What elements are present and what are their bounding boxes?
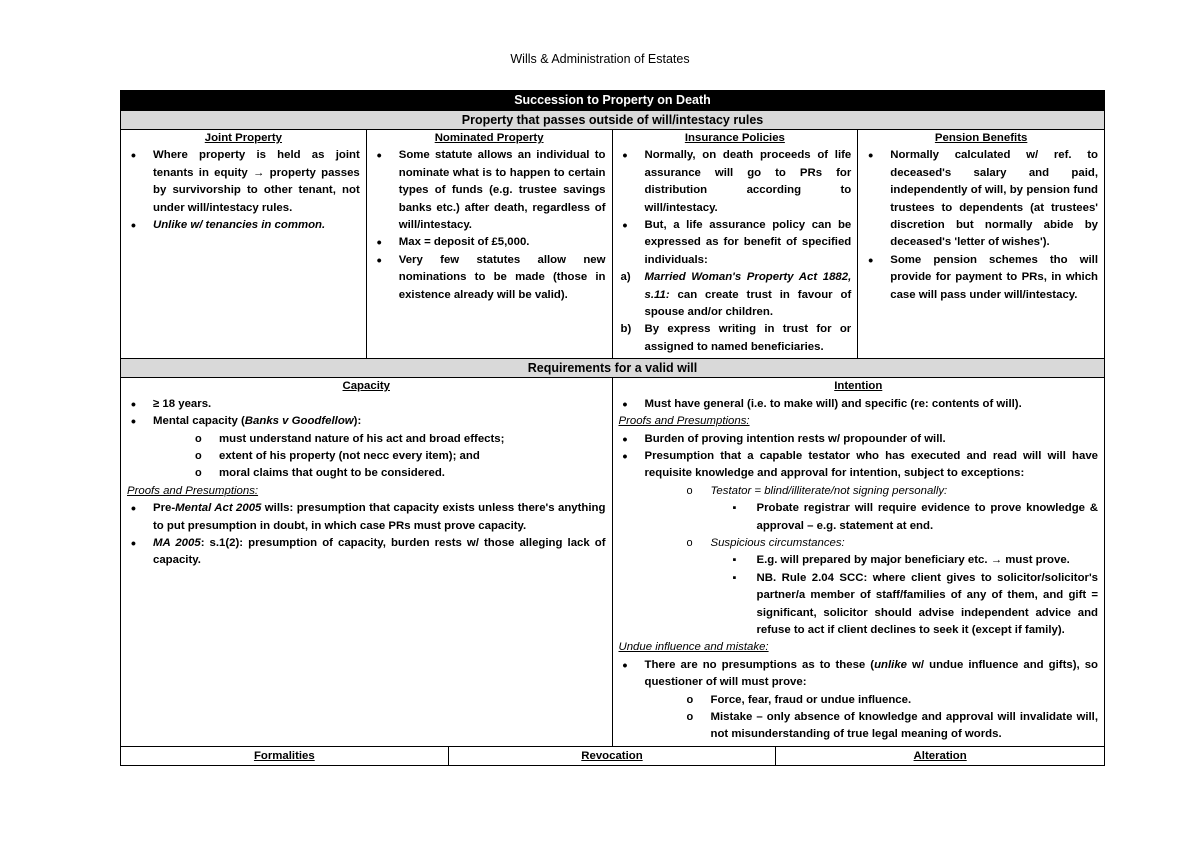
list-item-text: wills: presumption that capacity exists unless there's anything to put presumption in doubt, in which case PRs must prove capacity. [153,502,606,532]
subheading: Proofs and Presumptions: [618,415,750,428]
statute-reference: Married Woman's Property Act 1882, s.11: [644,271,852,301]
lettered-item-text: can create trust in favour of spouse and/or children. [644,288,852,319]
column-heading: Insurance Policies [684,132,785,144]
list-item: • Normally, on death proceeds of life assurance will go to PRs for distribution according to will/intestacy. [619,147,852,217]
sub-item: o Force, fear, fraud or undue influence. [619,692,1099,709]
sub-sub-item: ▪ Probate registrar will require evidence to prove knowledge & approval – e.g. statement at end. [619,500,1099,535]
list-item: • Normally calculated w/ ref. to deceased's salary and paid, independently of will, by pension fund trustees to dependents (at trustees' discretion but normally abide by deceased's 'letter of wishes'). [864,147,1098,251]
sub-sub-item: ▪ NB. Rule 2.04 SCC: where client gives to solicitor/solicitor's partner/a member of staff/families of any of them, and gift = significant, solicitor should advise independent advice and refuse to act if client declines to seek it (except if family). [619,570,1099,640]
list-item-text: Pre- [153,502,176,515]
list-item-text: : s.1(2): presumption of capacity, burden rests w/ those alleging lack of capacity. [153,536,606,567]
sub-item [619,483,1099,500]
list-item [619,657,1099,692]
list-item: • Presumption that a capable testator who has executed and read will will have requisite knowledge and approval for intention, subject to exceptions: [619,448,1099,483]
list-item-text: There are no presumptions as to these ( [644,658,875,671]
section-title-outside-will: Property that passes outside of will/intestacy rules [121,110,1104,130]
list-item [127,217,360,234]
list-item: • Must have general (i.e. to make will) and specific (re: contents of will). [619,396,1099,413]
sub-sub-item: ▪ E.g. will prepared by major beneficiary etc. → must prove. [619,552,1099,569]
nominated-property-column [367,130,613,358]
intention-column [613,378,1105,746]
lettered-item-text: By express writing in trust for or assigned to named beneficiaries. [644,323,852,353]
pension-benefits-column [858,130,1104,358]
list-item [127,535,606,570]
list-item: • Max = deposit of £5,000. [373,234,606,251]
list-marker: b) [620,323,632,336]
column-heading: Pension Benefits [934,132,1028,144]
column-heading: Intention [834,380,883,393]
list-item-text: ): [353,415,362,428]
list-item [127,500,606,535]
sub-item: o moral claims that ought to be considered. [127,465,606,482]
joint-property-column [121,130,367,358]
alteration-heading: Alteration [776,746,1104,765]
main-title: Succession to Property on Death [121,91,1104,110]
sub-item: o Mistake – only absence of knowledge and approval will invalidate will, not misunderstanding of true legal meaning of words. [619,709,1099,744]
sub-item-text: Suspicious circumstances: [710,536,845,549]
sub-item: o extent of his property (not necc every item); and [127,448,606,465]
statute-reference: MA 2005 [153,536,201,549]
emphasis: unlike [874,658,908,671]
capacity-column [121,378,613,746]
column-heading: Joint Property [204,132,282,144]
lettered-item [619,321,852,356]
list-item: • Where property is held as joint tenants in equity → property passes by survivorship to other tenant, not under will/intestacy rules. [127,147,360,217]
list-item [127,413,606,430]
notes-table [120,90,1105,766]
outside-will-row [121,130,1104,359]
list-item: • Some statute allows an individual to nominate what is to happen to certain types of funds (e.g. trustee savings banks etc.) after death, regardless of will/intestacy. [373,147,606,234]
subheading: Undue influence and mistake: [618,641,769,654]
list-item: • Burden of proving intention rests w/ propounder of will. [619,431,1099,448]
sub-item [619,535,1099,552]
insurance-policies-column [613,130,859,358]
revocation-heading: Revocation [449,746,777,765]
list-item-text: w/ undue influence and gifts), so questioner of will must prove: [644,658,1098,689]
sub-item: o must understand nature of his act and broad effects; [127,431,606,448]
page-header-title: Wills & Administration of Estates [510,52,690,66]
case-reference: Banks v Goodfellow [244,415,354,428]
column-heading: Nominated Property [434,132,544,144]
formalities-heading: Formalities [121,746,449,765]
list-item-text: Unlike w/ tenancies in common. [153,219,326,232]
statute-reference: Mental Act 2005 [175,502,262,515]
subheading: Proofs and Presumptions: [127,484,259,497]
list-item: • But, a life assurance policy can be expressed as for benefit of specified individuals: [619,217,852,269]
final-headings-row [121,746,1104,765]
list-item: • Some pension schemes tho will provide for payment to PRs, in which case will pass under will/intestacy. [864,252,1098,304]
sub-item-text: Testator = blind/illiterate/not signing personally: [710,484,948,497]
list-item-text: Mental capacity ( [153,415,245,428]
section-title-valid-will: Requirements for a valid will [121,359,1104,378]
list-marker: a) [620,271,631,284]
lettered-item [619,269,852,321]
list-item: • Very few statutes allow new nominations to be made (those in existence already will be valid). [373,252,606,304]
column-heading: Capacity [342,380,390,393]
valid-will-row [121,378,1104,746]
list-item: • ≥ 18 years. [127,396,606,413]
